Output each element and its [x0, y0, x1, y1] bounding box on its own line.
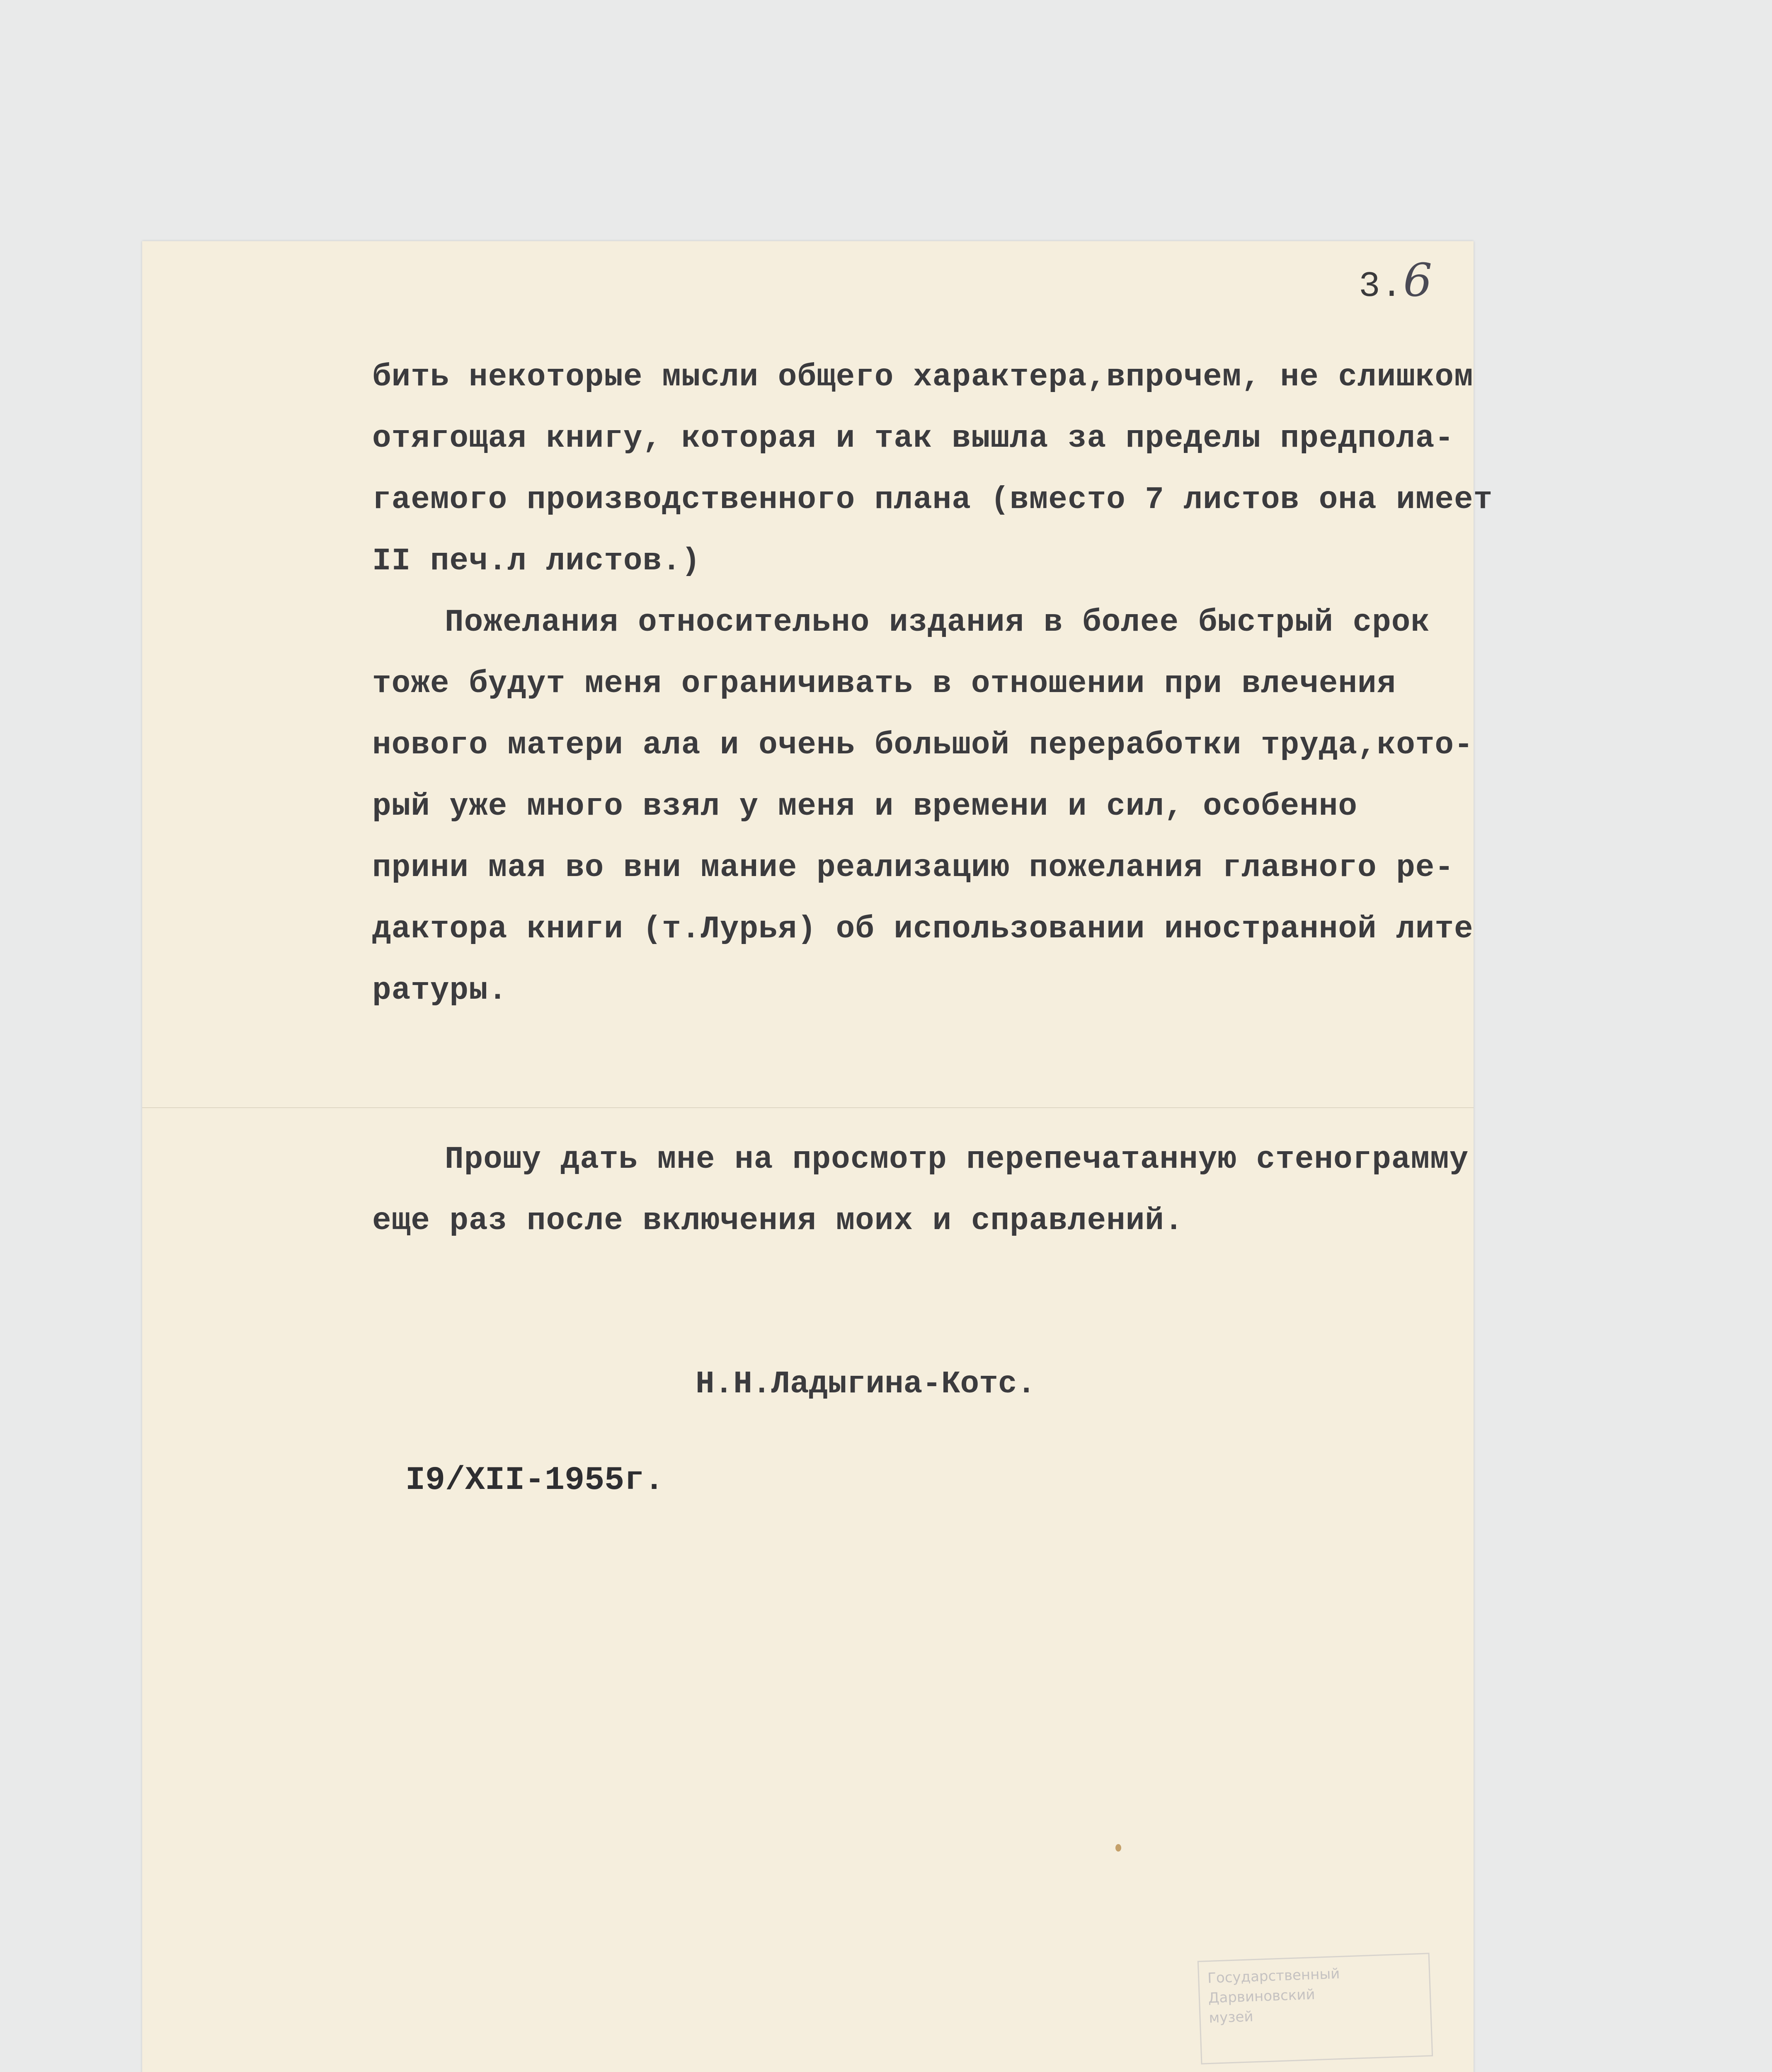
page-number [1359, 254, 1433, 307]
document-sheet [142, 241, 1493, 2072]
paragraph-1 [372, 359, 1493, 605]
text-line: Пожелания относительно издания в более быстрый срок [445, 605, 1430, 640]
page-number-typed: 3. [1359, 266, 1404, 307]
text-line: прини мая во вни мание реализацию пожелания главного ре- [372, 850, 1454, 886]
text-line: бить некоторые мысли общего характера,впрочем, не слишком [372, 359, 1474, 395]
text-line: отягощая книгу, которая и так вышла за пределы предпола- [372, 421, 1454, 456]
text-line: дактора книги (т.Лурья) об использовании иностранной лите [372, 911, 1474, 947]
text-line: ратуры. [372, 973, 508, 1008]
archive-stamp [1197, 1953, 1433, 2064]
text-line: нового матери ала и очень большой переработки труда,кото- [372, 727, 1474, 763]
paper-speck [1115, 1844, 1121, 1852]
text-line: рый уже много взял у меня и времени и сил, особенно [372, 789, 1357, 824]
page-number-handwritten: 6 [1403, 254, 1433, 307]
text-line: Прошу дать мне на просмотр перепечатанную стенограмму [445, 1142, 1469, 1177]
text-line: гаемого производственного плана (вместо 7 листов она имеет [372, 482, 1493, 518]
stamp-line: Государственный [1207, 1965, 1340, 1987]
text-line: II печ.л листов.) [372, 543, 701, 579]
stamp-line: музей [1208, 2008, 1254, 2026]
text-line: тоже будут меня ограничивать в отношении при влечения [372, 666, 1396, 702]
signature: Н.Н.Ладыгина-Котс. [696, 1366, 1036, 1402]
letter-body [372, 359, 1493, 1264]
stamp-line: Дарвиновский [1208, 1986, 1316, 2007]
document-date: I9/XII-1955г. [405, 1462, 664, 1499]
paragraph-2 [372, 605, 1474, 1034]
text-line: еще раз после включения моих и справлений. [372, 1203, 1184, 1239]
paragraph-3 [372, 1142, 1469, 1264]
